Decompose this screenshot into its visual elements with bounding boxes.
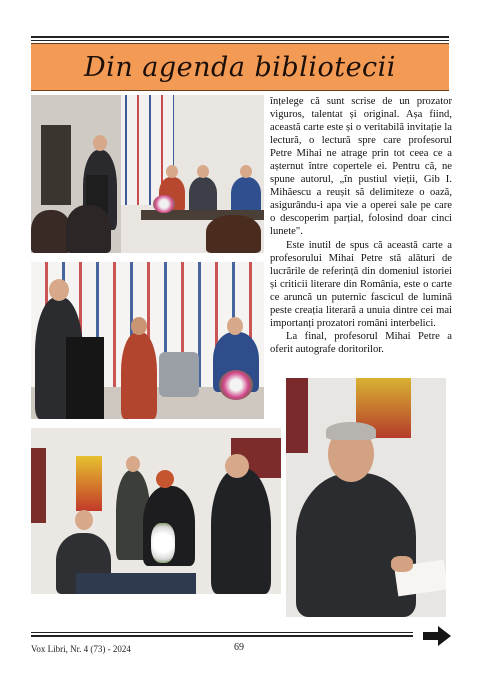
panelist-dark [189,177,217,213]
man-head [227,317,243,335]
audience-2 [66,205,111,253]
top-rule-thin [31,40,449,41]
lectern-2 [66,337,104,419]
author-hair [326,422,376,440]
seated-author-head [75,510,93,530]
page-number: 69 [234,642,244,653]
standing-man-left-head [126,456,140,472]
bottom-rule-thin [31,632,413,633]
dark-doorway [41,125,71,205]
top-rule-thick [31,36,449,38]
speaker-head-2 [49,279,69,301]
section-banner [31,43,449,91]
audience-3 [206,215,261,253]
audience-1 [31,210,71,253]
flower-bouquet-2 [219,370,253,400]
panelist-red-head [166,165,178,178]
man-dark-jacket-head [225,454,249,478]
woman-red-top [121,332,157,419]
paragraph-2: Este inutil de spus că această carte a profesorului Mihai Petre stă alături de lucrările de referință din domeniul istoriei și criticii literare din România, este o carte ce aruncă un puternic fascicul de lumină peste creația literară a unuia dintre cei mai importanți prozatori români interbelici. [270,239,452,329]
woman-head [131,317,147,335]
panelist-blue [231,177,261,213]
paragraph-1: înțelege că sunt scrise de un prozator viguros, talentat și original. Așa fiind, această carte este și o veritabilă invitație la lectură, o lectură spre care profesorul Petre Mihai ne atrage prin tot ceea ce a așternut între copertele ei. Pentru că, ne spune autorul, „în pustiul vieții, Gib I. Mihăescu a reușit să delimiteze o oază, asigurându-i apa vie a operei sale pe care o descoperim parțial, folosind doar cinci lunete". [270,96,452,238]
chair [159,352,199,397]
event-photo-panel [31,95,264,253]
white-flowers [151,523,175,563]
autograph-photo [31,428,281,594]
painting-yellow [76,456,102,511]
panelist-dark-head [197,165,209,178]
painting-left [31,448,46,523]
bottom-rule-thick [31,635,413,637]
speaker-head [93,135,107,151]
red-haired-woman-head [156,470,174,488]
paragraph-3: La final, profesorul Mihai Petre a oferit autografe doritorilor. [270,330,452,355]
article-body [270,95,452,356]
arrow-right-icon[interactable] [423,626,451,646]
panelist-blue-head [240,165,252,178]
man-dark-jacket [211,468,271,594]
painting-red-left [286,378,308,453]
author-signing-photo [286,378,446,617]
author-hand [391,556,413,572]
speaker-photo [31,262,264,419]
table-books [76,573,196,594]
section-title: Din agenda bibliotecii [84,51,396,83]
flower-bouquet [153,195,175,213]
journal-issue: Vox Libri, Nr. 4 (73) - 2024 [31,644,131,654]
